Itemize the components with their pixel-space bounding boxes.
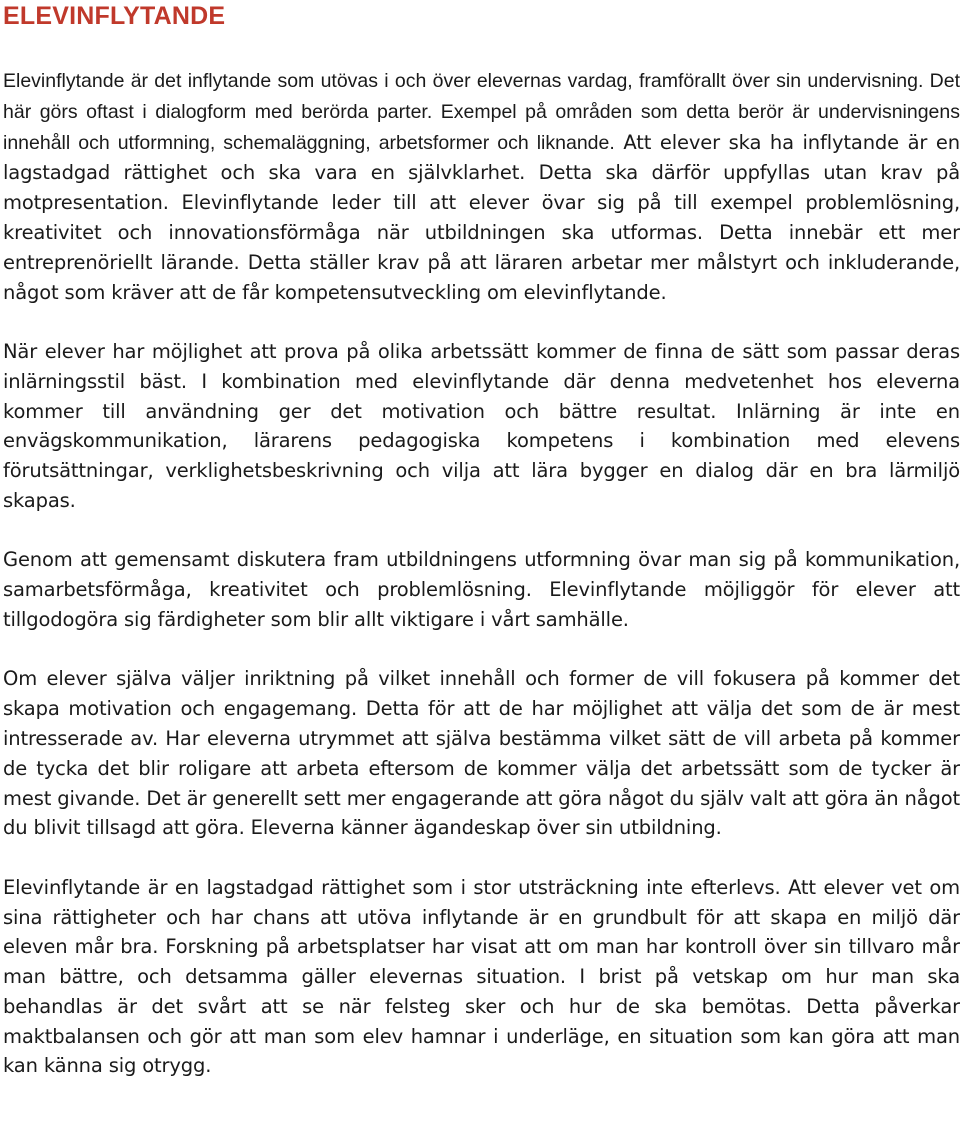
paragraph-4: Om elever själva väljer inriktning på vilket innehåll och former de vill fokusera på kommer det skapa motivation och engagemang. Detta för att de har möjlighet att välja det som de är mest intresserade av. Har eleverna utrymmet att själva bestämma vilket sätt de vill arbeta på kommer de tycka det blir roligare att arbeta eftersom de kommer välja det arbetssätt som de tycker är mest givande. Det är generellt sett mer engagerande att göra något du själv valt att göra än något du blivit tillsagd att göra. Eleverna känner ägandeskap över sin utbildning.	[3, 667, 960, 840]
paragraph-1-text: Att elever ska ha inflytande är en lagstadgad rättighet och ska vara en självklarhet. Detta ska därför uppfyllas utan krav på motpresentation. Elevinflytande leder till att elever övar sig på till exempel problemlösning, kreativitet och innovationsförmåga när utbildningen ska utformas. Detta innebär ett mer entreprenöriellt lärande. Detta ställer krav på att läraren arbetar mer målstyrt och inkluderande, något som kräver att de får kompetensutveckling om elevinflytande.	[3, 130, 960, 304]
paragraph-1	[3, 66, 960, 307]
document-title: ELEVINFLYTANDE	[3, 2, 226, 30]
paragraph-3: Genom att gemensamt diskutera fram utbildningens utformning övar man sig på kommunikation, samarbetsförmåga, kreativitet och problemlösning. Elevinflytande möjliggör för elever att tillgodogöra sig färdigheter som blir allt viktigare i vårt samhälle.	[3, 548, 960, 631]
paragraph-1-lead: Elevinflytande är det inflytande som utövas i och över elevernas vardag, framförallt över sin undervisning. Det här görs oftast i dialogform med berörda parter. Exempel på områden som detta berör är undervisningens innehåll och utformning, schemaläggning, arbetsformer och liknande.	[3, 70, 960, 154]
paragraph-2: När elever har möjlighet att prova på olika arbetssätt kommer de finna de sätt som passar deras inlärningsstil bäst. I kombination med elevinflytande där denna medvetenhet hos eleverna kommer till användning ger det motivation och bättre resultat. Inlärning är inte en envägskommunikation, lärarens pedagogiska kompetens i kombination med elevens förutsättningar, verklighetsbeskrivning och vilja att lära bygger en dialog där en bra lärmiljö skapas.	[3, 339, 960, 512]
document	[3, 0, 960, 1081]
paragraph-5: Elevinflytande är en lagstadgad rättighet som i stor utsträckning inte efterlevs. Att elever vet om sina rättigheter och har chans att utöva inflytande är en grundbult för att skapa en miljö där eleven mår bra. Forskning på arbetsplatser har visat att om man har kontroll över sin tillvaro mår man bättre, och detsamma gäller elevernas situation. I brist på vetskap om hur man ska behandlas är det svårt att se när felsteg sker och hur de ska bemötas. Detta påverkar maktbalansen och gör att man som elev hamnar i underläge, en situation som kan göra att man kan känna sig otrygg.	[3, 875, 960, 1078]
